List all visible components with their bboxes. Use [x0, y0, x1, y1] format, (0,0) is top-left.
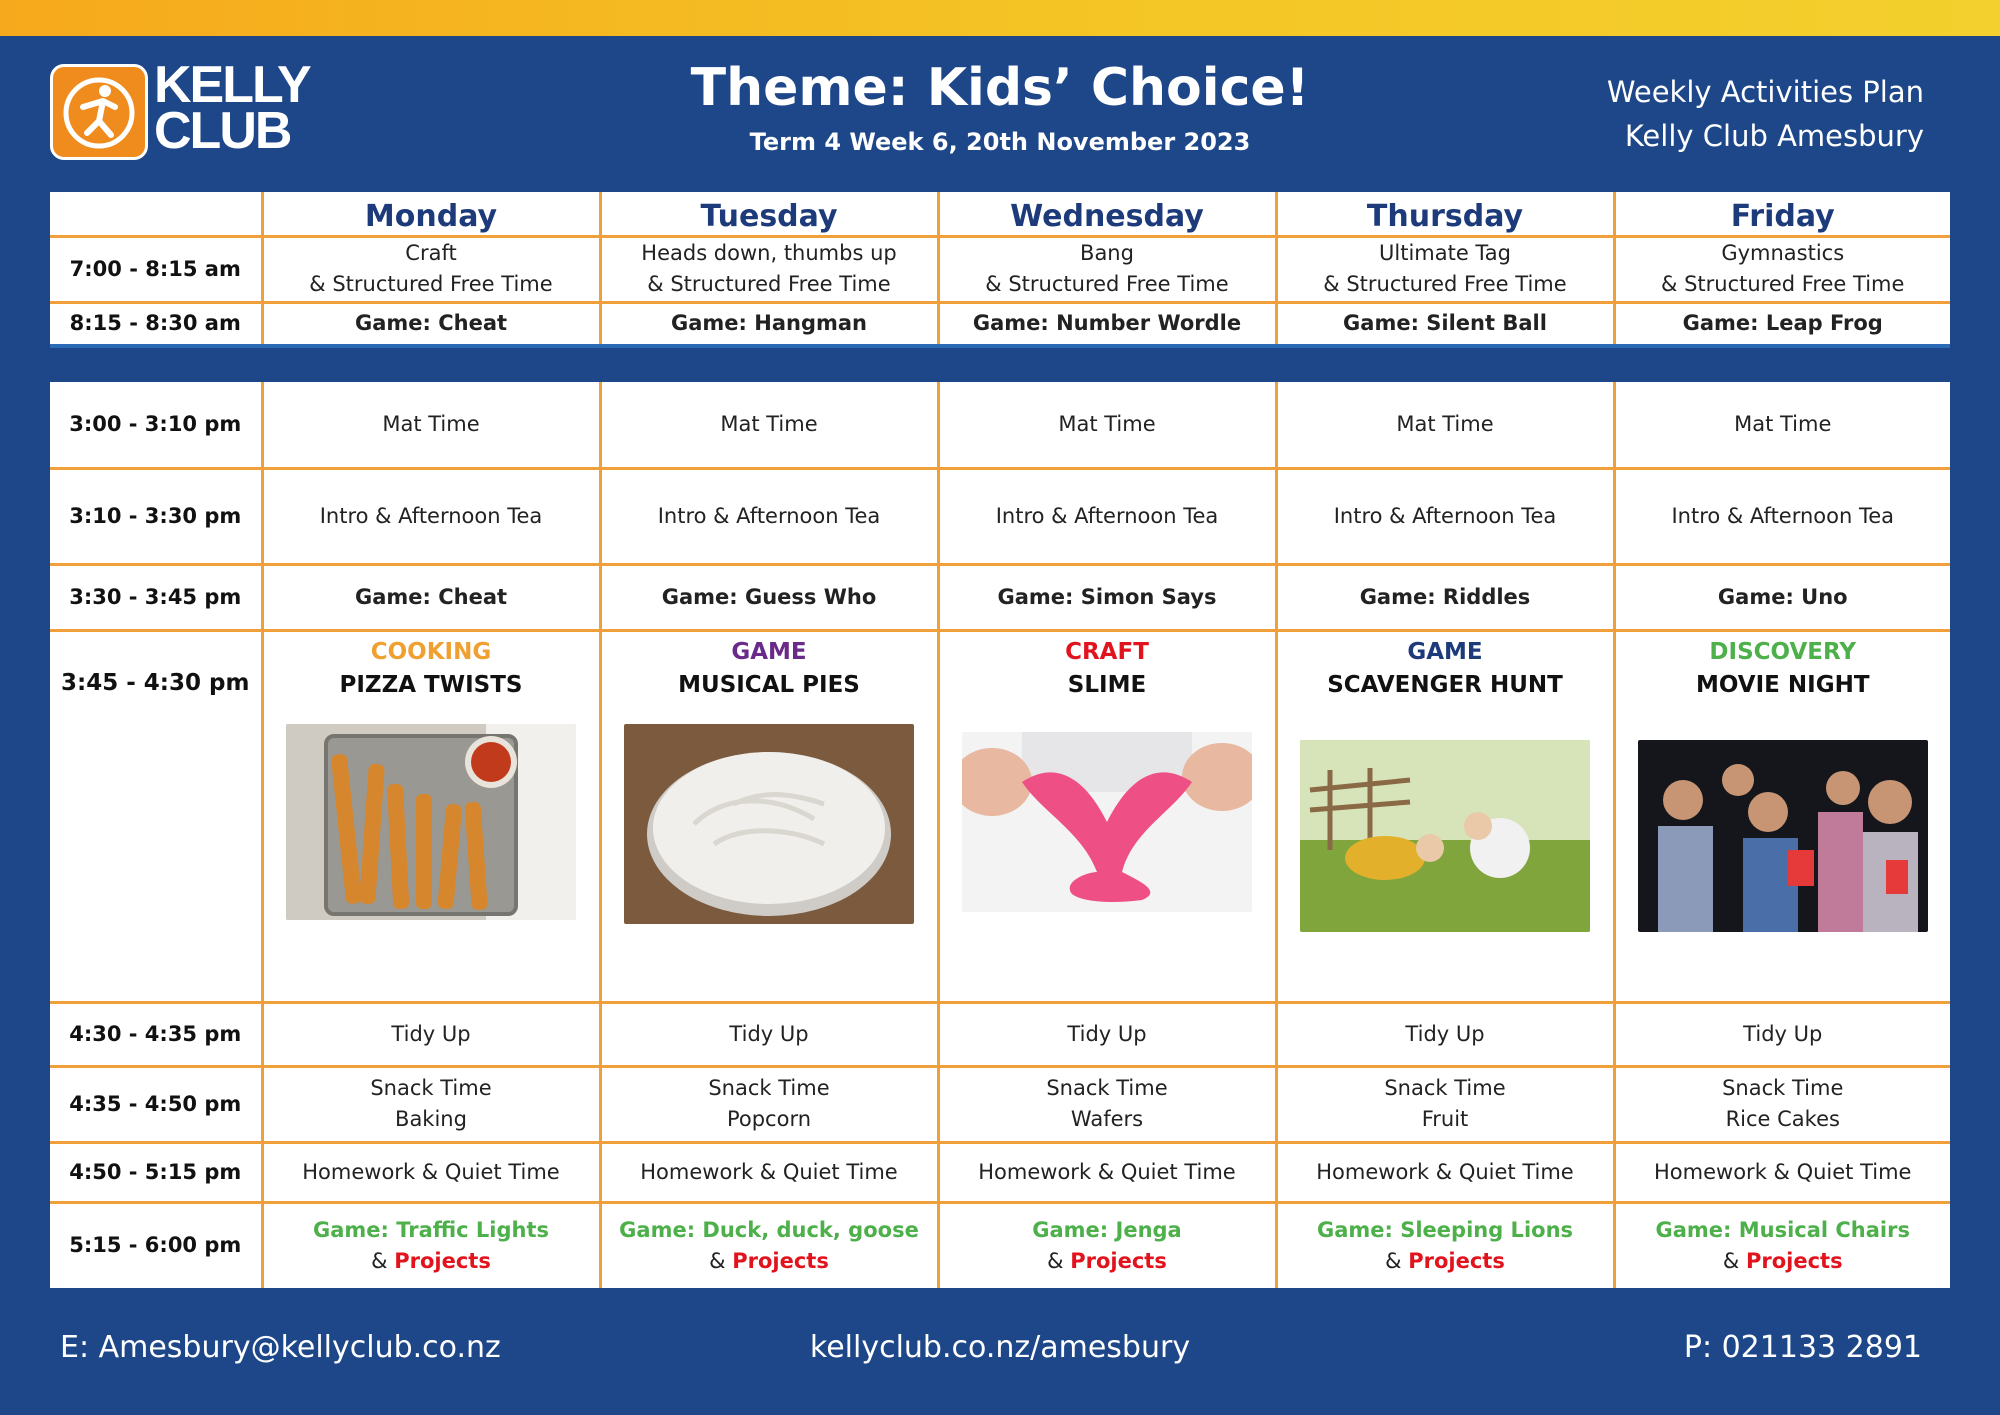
- table-row: [50, 1202, 1950, 1288]
- activity-name: Craft: [405, 241, 457, 265]
- category-label: COOKING: [370, 638, 492, 665]
- game-name: Game: Jenga: [1032, 1217, 1182, 1242]
- game-cell: Game: Cheat: [262, 302, 600, 344]
- pizza-twists-photo: [286, 724, 576, 920]
- afternoon-schedule-table: [50, 382, 1950, 1288]
- activity-cell: Mat Time: [938, 382, 1276, 468]
- activity-title: MUSICAL PIES: [678, 671, 860, 698]
- time-slot: 7:00 - 8:15 am: [50, 236, 262, 302]
- feature-cell-tuesday: [600, 630, 938, 1002]
- plan-line1: Weekly Activities Plan: [1606, 75, 1924, 109]
- amp-text: &: [1722, 1248, 1740, 1273]
- time-slot: 3:30 - 3:45 pm: [50, 564, 262, 630]
- divider-strip: [50, 344, 1950, 348]
- activity-cell: Mat Time: [600, 382, 938, 468]
- activity-cell: Tidy Up: [1614, 1002, 1950, 1066]
- amp-text: &: [709, 1248, 726, 1273]
- activity-cell: Mat Time: [1276, 382, 1614, 468]
- game-name: Game: Sleeping Lions: [1316, 1217, 1574, 1242]
- footer-website[interactable]: kellyclub.co.nz/amesbury: [809, 1330, 1191, 1365]
- activity-extra: & Structured Free Time: [647, 272, 891, 296]
- table-row: [50, 1002, 1950, 1066]
- activity-cell: Mat Time: [262, 382, 600, 468]
- movie-night-photo: [1638, 740, 1928, 932]
- snack-item: Fruit: [1421, 1107, 1469, 1131]
- activity-cell: [1276, 1066, 1614, 1142]
- snack-item: Rice Cakes: [1725, 1107, 1840, 1131]
- footer-email[interactable]: E: Amesbury@kellyclub.co.nz: [60, 1330, 501, 1365]
- activity-cell: Intro & Afternoon Tea: [1276, 468, 1614, 564]
- projects-label: Projects: [394, 1248, 491, 1273]
- category-label: GAME: [731, 638, 807, 665]
- activity-cell: [600, 1066, 938, 1142]
- time-slot: 3:00 - 3:10 pm: [50, 382, 262, 468]
- table-row: [50, 468, 1950, 564]
- activity-extra: & Structured Free Time: [309, 272, 553, 296]
- game-cell: Game: Uno: [1614, 564, 1950, 630]
- activity-name: Bang: [1080, 241, 1134, 265]
- musical-pies-photo: [624, 724, 914, 924]
- activity-cell: Tidy Up: [1276, 1002, 1614, 1066]
- time-slot: 4:50 - 5:15 pm: [50, 1142, 262, 1202]
- feature-cell-thursday: [1276, 630, 1614, 1002]
- day-header-wednesday: Wednesday: [938, 192, 1276, 236]
- snack-item: Popcorn: [726, 1107, 812, 1131]
- activity-cell: [1614, 236, 1950, 302]
- scavenger-hunt-photo: [1300, 740, 1590, 932]
- feature-cell-wednesday: [938, 630, 1276, 1002]
- time-slot: 4:35 - 4:50 pm: [50, 1066, 262, 1142]
- activity-cell: [262, 236, 600, 302]
- activity-cell: Homework & Quiet Time: [600, 1142, 938, 1202]
- category-label: CRAFT: [1065, 638, 1149, 665]
- top-accent-bar: [0, 0, 2000, 36]
- table-row: [50, 302, 1950, 344]
- game-name: Game: Traffic Lights: [312, 1217, 550, 1242]
- activity-cell: Tidy Up: [600, 1002, 938, 1066]
- activity-cell: [262, 1066, 600, 1142]
- activity-extra: & Structured Free Time: [1323, 272, 1567, 296]
- game-cell: Game: Silent Ball: [1276, 302, 1614, 344]
- activity-cell: Homework & Quiet Time: [1276, 1142, 1614, 1202]
- category-label: GAME: [1407, 638, 1483, 665]
- feature-cell-friday: [1614, 630, 1950, 1002]
- projects-label: Projects: [732, 1248, 829, 1273]
- time-slot: 4:30 - 4:35 pm: [50, 1002, 262, 1066]
- day-header-friday: Friday: [1614, 192, 1950, 236]
- game-cell: Game: Number Wordle: [938, 302, 1276, 344]
- activity-cell: [938, 1202, 1276, 1288]
- activity-cell: [600, 236, 938, 302]
- time-slot: 3:10 - 3:30 pm: [50, 468, 262, 564]
- game-cell: Game: Riddles: [1276, 564, 1614, 630]
- game-cell: Game: Hangman: [600, 302, 938, 344]
- activity-cell: [600, 1202, 938, 1288]
- logo-line2: CLUB: [154, 102, 291, 160]
- activity-cell: [1276, 1202, 1614, 1288]
- snack-item: Wafers: [1070, 1107, 1144, 1131]
- projects-label: Projects: [1408, 1248, 1505, 1273]
- slime-photo: [962, 732, 1252, 912]
- activity-cell: [938, 1066, 1276, 1142]
- activity-cell: [1614, 1066, 1950, 1142]
- amp-text: &: [371, 1248, 388, 1273]
- activity-name: Heads down, thumbs up: [641, 241, 897, 265]
- activity-name: Gymnastics: [1721, 241, 1845, 265]
- time-slot: 3:45 - 4:30 pm: [50, 630, 262, 1002]
- plan-line2: Kelly Club Amesbury: [1624, 119, 1924, 153]
- activity-cell: [262, 1202, 600, 1288]
- table-row: [50, 382, 1950, 468]
- time-slot: 8:15 - 8:30 am: [50, 302, 262, 344]
- morning-schedule-table: [50, 192, 1950, 344]
- time-slot: 5:15 - 6:00 pm: [50, 1202, 262, 1288]
- game-name: Game: Duck, duck, goose: [619, 1217, 919, 1242]
- activity-extra: & Structured Free Time: [1661, 272, 1905, 296]
- table-row: [50, 630, 1950, 1002]
- activity-cell: Mat Time: [1614, 382, 1950, 468]
- game-cell: Game: Cheat: [262, 564, 600, 630]
- snack-label: Snack Time: [1046, 1076, 1168, 1100]
- category-label: DISCOVERY: [1709, 638, 1857, 665]
- activity-cell: Homework & Quiet Time: [262, 1142, 600, 1202]
- snack-label: Snack Time: [1722, 1076, 1844, 1100]
- corner-cell: [50, 192, 262, 236]
- footer-phone[interactable]: P: 021133 2891: [1683, 1330, 1922, 1365]
- activity-cell: [938, 236, 1276, 302]
- table-row: [50, 236, 1950, 302]
- day-header-thursday: Thursday: [1276, 192, 1614, 236]
- projects-label: Projects: [1070, 1248, 1167, 1273]
- snack-label: Snack Time: [1384, 1076, 1506, 1100]
- game-name: Game: Musical Chairs: [1655, 1217, 1910, 1242]
- day-header-monday: Monday: [262, 192, 600, 236]
- activity-cell: Homework & Quiet Time: [938, 1142, 1276, 1202]
- table-row: [50, 564, 1950, 630]
- logo-line1: KELLY: [154, 56, 310, 114]
- page-title: Theme: Kids’ Choice!: [690, 58, 1310, 118]
- activity-cell: Intro & Afternoon Tea: [938, 468, 1276, 564]
- table-row: [50, 1142, 1950, 1202]
- activity-cell: Homework & Quiet Time: [1614, 1142, 1950, 1202]
- plan-info: [1607, 70, 1924, 158]
- activity-cell: Tidy Up: [262, 1002, 600, 1066]
- table-row: [50, 1066, 1950, 1142]
- snack-label: Snack Time: [708, 1076, 830, 1100]
- amp-text: &: [1047, 1248, 1064, 1273]
- activity-title: SCAVENGER HUNT: [1327, 671, 1563, 698]
- amp-text: &: [1385, 1248, 1402, 1273]
- activity-title: PIZZA TWISTS: [339, 671, 523, 698]
- activity-name: Ultimate Tag: [1379, 241, 1511, 265]
- activity-cell: Intro & Afternoon Tea: [600, 468, 938, 564]
- activity-extra: & Structured Free Time: [985, 272, 1229, 296]
- activity-cell: Intro & Afternoon Tea: [1614, 468, 1950, 564]
- snack-item: Baking: [395, 1107, 467, 1131]
- activity-title: MOVIE NIGHT: [1695, 671, 1870, 698]
- day-header-tuesday: Tuesday: [600, 192, 938, 236]
- activity-cell: [1614, 1202, 1950, 1288]
- game-cell: Game: Guess Who: [600, 564, 938, 630]
- activity-cell: Tidy Up: [938, 1002, 1276, 1066]
- game-cell: Game: Simon Says: [938, 564, 1276, 630]
- snack-label: Snack Time: [370, 1076, 492, 1100]
- page-subtitle: Term 4 Week 6, 20th November 2023: [749, 128, 1251, 156]
- activity-cell: Intro & Afternoon Tea: [262, 468, 600, 564]
- feature-cell-monday: [262, 630, 600, 1002]
- activity-title: SLIME: [1067, 671, 1147, 698]
- activity-cell: [1276, 236, 1614, 302]
- projects-label: Projects: [1745, 1248, 1843, 1273]
- game-cell: Game: Leap Frog: [1682, 311, 1883, 336]
